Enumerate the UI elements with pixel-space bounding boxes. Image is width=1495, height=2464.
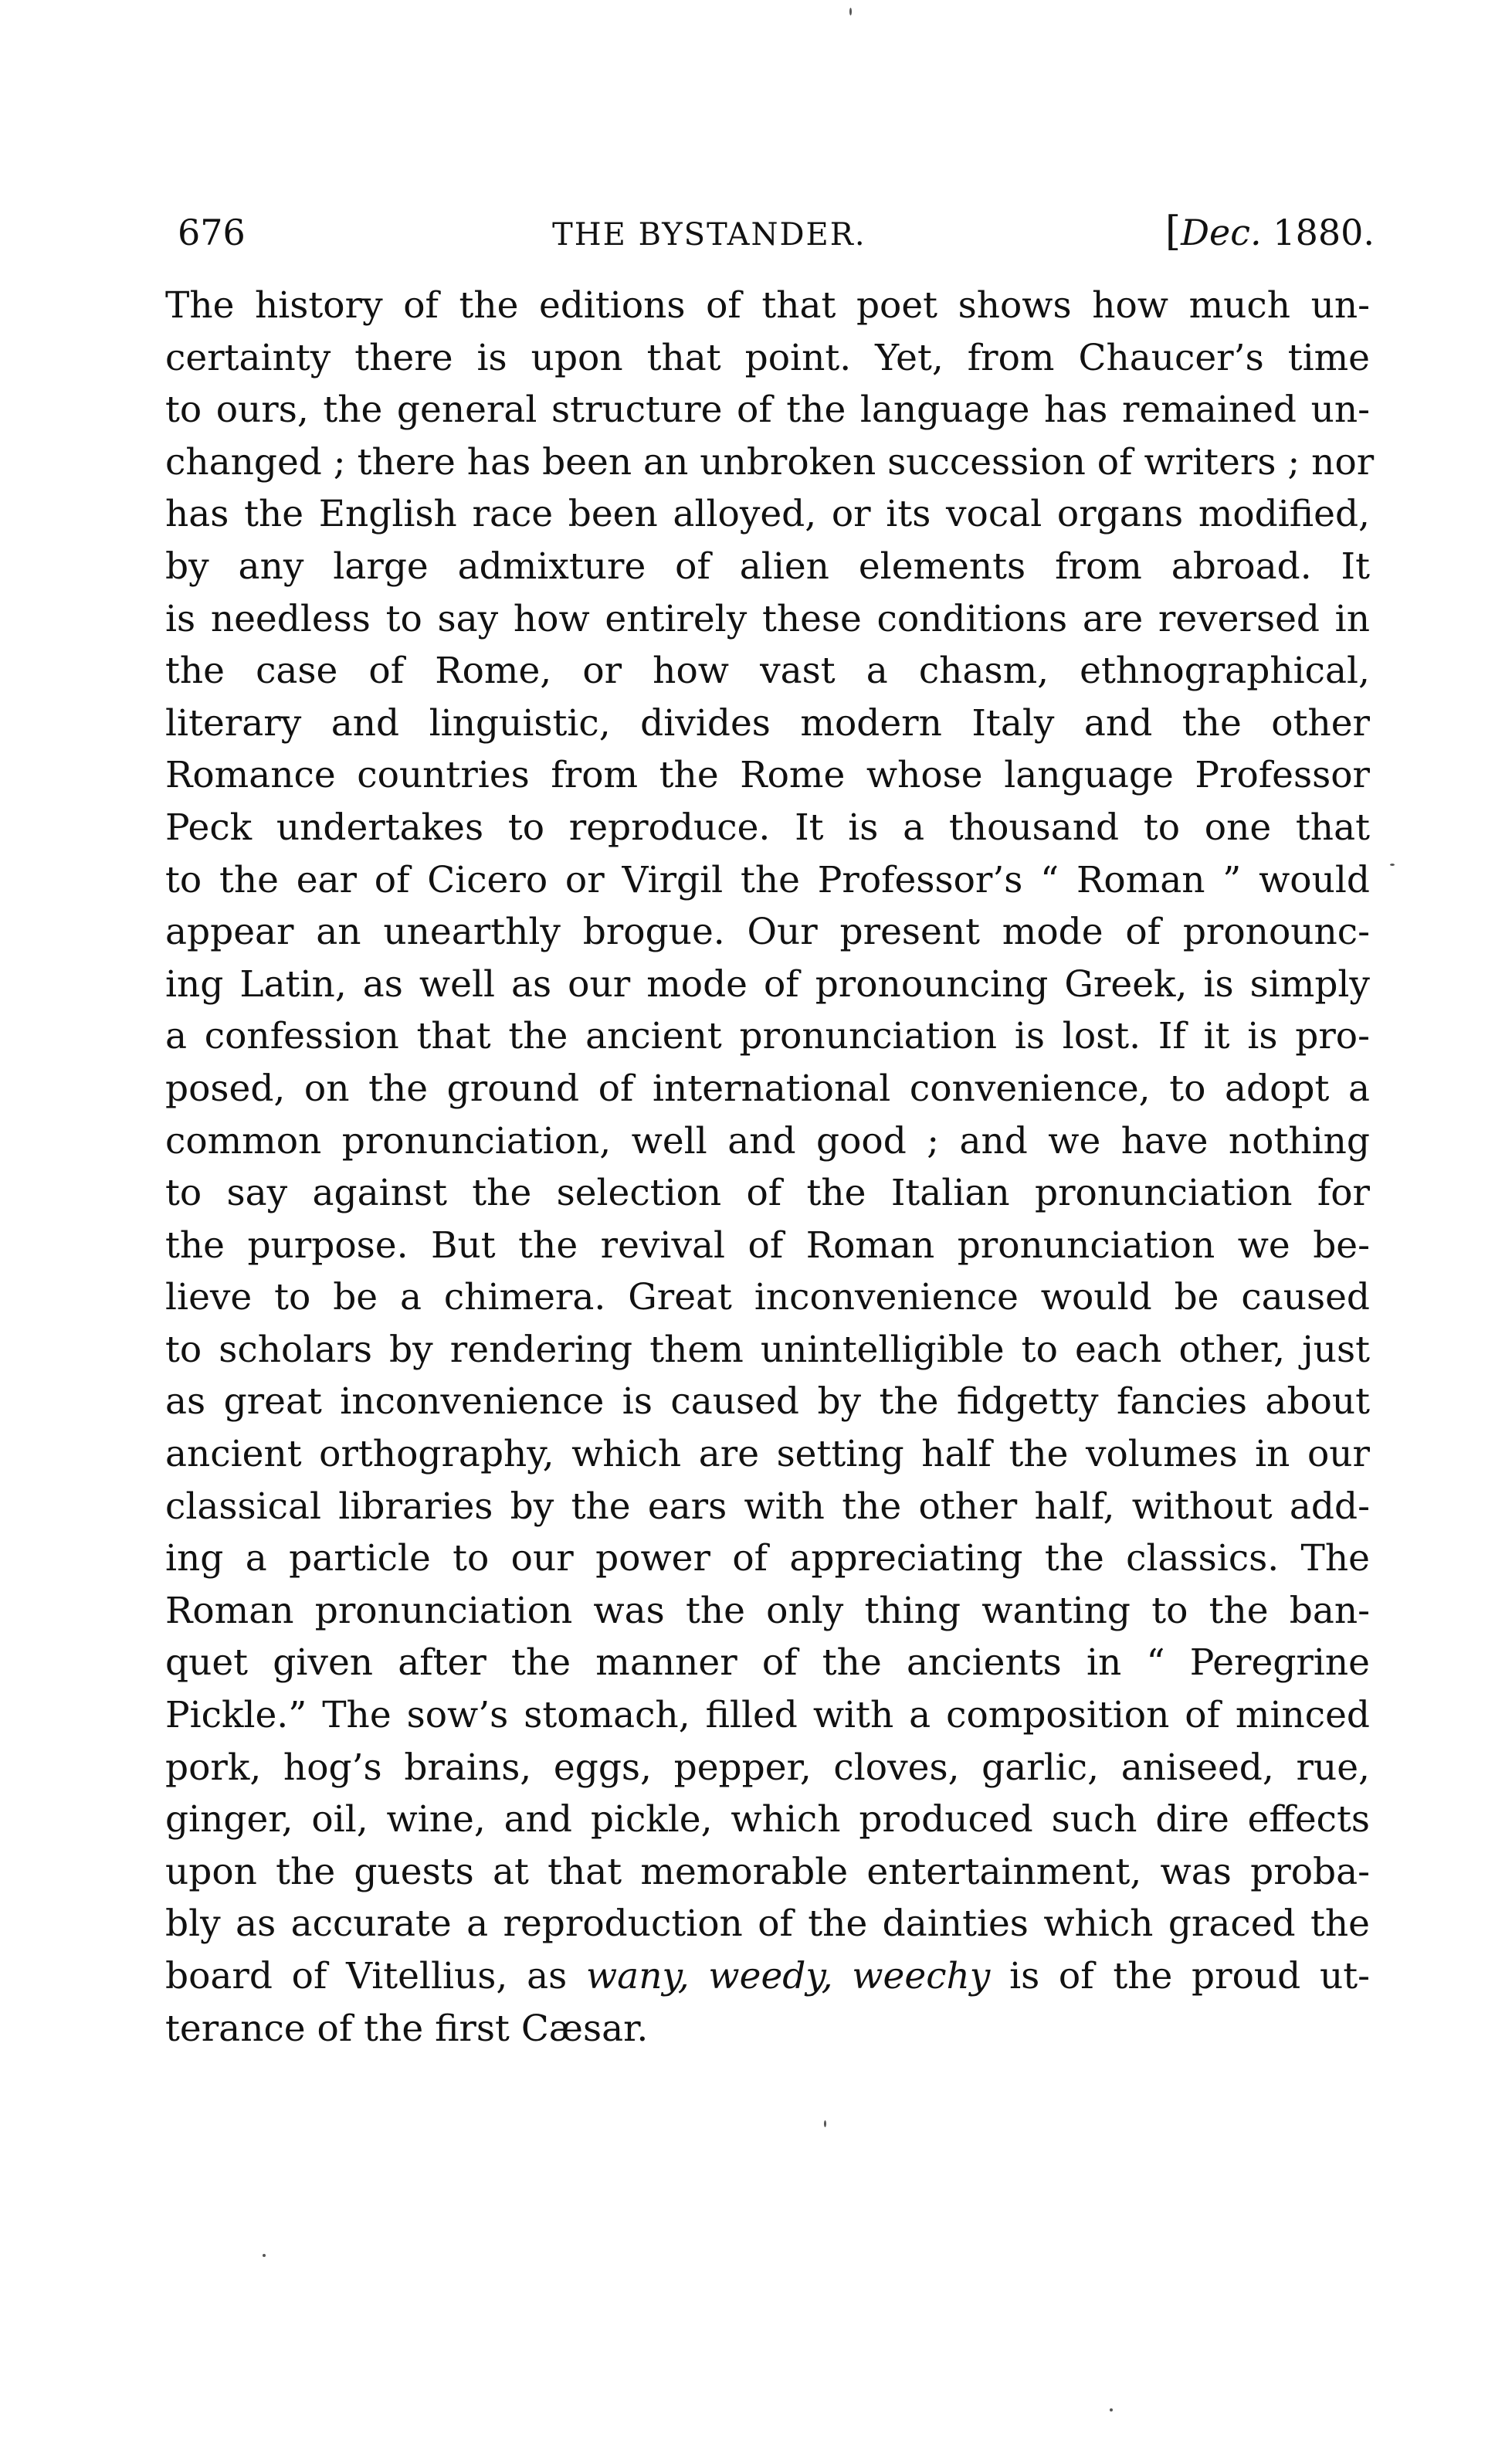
date-year: 1880. xyxy=(1273,212,1375,253)
scan-speck xyxy=(1390,864,1395,866)
text-line: quet given after the manner of the ancients in “ Peregrine xyxy=(165,1641,1370,1685)
text-line: pork, hog’s brains, eggs, pepper, cloves, garlic, aniseed, rue, xyxy=(165,1746,1370,1789)
text-line: as great inconvenience is caused by the fidgetty fancies about xyxy=(165,1380,1370,1424)
date-month: Dec. xyxy=(1181,212,1262,253)
text-line: the purpose. But the revival of Roman pronunciation we be- xyxy=(165,1224,1370,1267)
text-line: ginger, oil, wine, and pickle, which produced such dire effects xyxy=(165,1798,1370,1841)
text-line: ancient orthography, which are setting half the volumes in our xyxy=(165,1433,1370,1476)
scan-speck xyxy=(1110,2408,1113,2411)
text-segment: board of Vitellius, as xyxy=(165,1955,568,1997)
text-line: changed ; there has been an unbroken succession of writers ; nor xyxy=(165,440,1375,484)
issue-date xyxy=(1165,209,1375,255)
text-line: Pickle.” The sow’s stomach, filled with a composition of minced xyxy=(165,1694,1370,1737)
text-line-mixed xyxy=(165,1950,1370,2003)
date-bracket: [ xyxy=(1164,209,1181,255)
text-line: literary and linguistic, divides modern Italy and the other xyxy=(165,701,1370,745)
text-line: to ours, the general structure of the language has remained un- xyxy=(165,389,1370,432)
text-segment: is of the proud ut- xyxy=(1009,1955,1370,1997)
text-line: common pronunciation, well and good ; and we have nothing xyxy=(165,1119,1370,1162)
journal-title: THE BYSTANDER. xyxy=(552,217,866,253)
text-line: Romance countries from the Rome whose language Professor xyxy=(165,754,1370,797)
text-line: ing Latin, as well as our mode of pronouncing Greek, is simply xyxy=(165,962,1370,1006)
text-line: Peck undertakes to reproduce. It is a thousand to one that xyxy=(165,806,1370,849)
scan-speck xyxy=(263,2254,266,2257)
text-line-last: terance of the first Cæsar. xyxy=(165,2007,649,2050)
text-line: the case of Rome, or how vast a chasm, ethnographical, xyxy=(165,650,1370,693)
text-line: to say against the selection of the Italian pronunciation for xyxy=(165,1172,1370,1215)
text-line: a confession that the ancient pronunciation is lost. If it is pro- xyxy=(165,1015,1370,1058)
text-line: upon the guests at that memorable entertainment, was proba- xyxy=(165,1850,1370,1893)
running-head xyxy=(178,209,1375,263)
text-line: lieve to be a chimera. Great inconvenience would be caused xyxy=(165,1276,1370,1319)
text-line: bly as accurate a reproduction of the dainties which graced the xyxy=(165,1902,1370,1946)
text-line: certainty there is upon that point. Yet, from Chaucer’s time xyxy=(165,336,1370,379)
text-line: appear an unearthly brogue. Our present mode of pronounc- xyxy=(165,911,1370,954)
scan-speck xyxy=(849,8,852,15)
text-line: to scholars by rendering them unintelligible to each other, just xyxy=(165,1328,1370,1371)
text-line: has the English race been alloyed, or its vocal organs modified, xyxy=(165,493,1370,536)
italic-phrase: wany, weedy, weechy xyxy=(585,1955,991,1997)
text-line: to the ear of Cicero or Virgil the Professor’s “ Roman ” would xyxy=(165,858,1370,901)
page-number: 676 xyxy=(178,212,246,253)
text-line: by any large admixture of alien elements from abroad. It xyxy=(165,545,1370,588)
text-line: classical libraries by the ears with the other half, without add- xyxy=(165,1485,1370,1528)
text-line: is needless to say how entirely these conditions are reversed in xyxy=(165,597,1370,640)
scan-speck xyxy=(824,2120,826,2127)
text-line: posed, on the ground of international convenience, to adopt a xyxy=(165,1067,1370,1110)
body-text xyxy=(165,280,1375,2055)
text-line: The history of the editions of that poet shows how much un- xyxy=(165,284,1370,327)
text-line: Roman pronunciation was the only thing wanting to the ban- xyxy=(165,1589,1370,1632)
text-line: ing a particle to our power of appreciating the classics. The xyxy=(165,1537,1370,1580)
